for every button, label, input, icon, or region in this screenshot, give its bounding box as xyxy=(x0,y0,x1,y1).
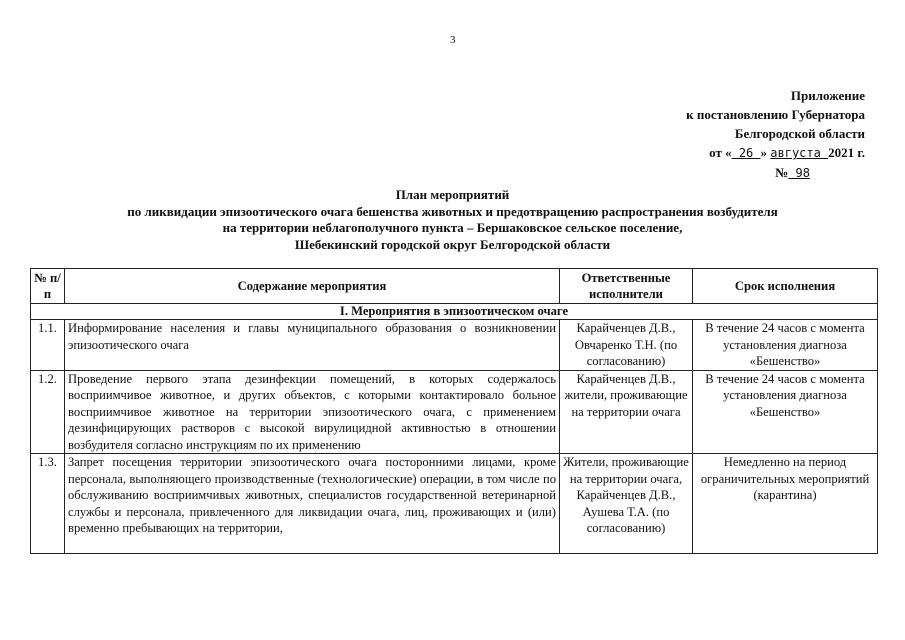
appendix-date xyxy=(686,143,865,163)
page-number: 3 xyxy=(450,34,456,46)
row-executors: Карайченцев Д.В., Овчаренко Т.Н. (по согласованию) xyxy=(560,320,693,371)
measures-table xyxy=(30,268,878,554)
title-line-2: по ликвидации эпизоотического очага бешенства животных и предотвращению распространения возбудителя xyxy=(127,203,778,219)
date-year: 2021 г. xyxy=(828,145,865,160)
table-header-row xyxy=(31,269,878,304)
row-num: 1.2. xyxy=(31,370,65,454)
title-line-1: План мероприятий xyxy=(395,187,510,202)
row-num: 1.3. xyxy=(31,454,65,554)
row-term: В течение 24 часов с момента установления диагноза «Бешенство» xyxy=(693,370,878,454)
appendix-region: Белгородской области xyxy=(734,126,865,141)
title-line-3: на территории неблагополучного пункта – Бершаковское сельское поселение, xyxy=(222,220,683,235)
row-executors: Жители, проживающие на территории очага, Карайченцев Д.В., Аушева Т.А. (по согласованию) xyxy=(560,454,693,554)
row-term: Немедленно на период ограничительных мероприятий (карантина) xyxy=(693,454,878,554)
header-term: Срок исполнения xyxy=(693,269,878,304)
row-content: Информирование населения и главы муниципального образования о возникновении эпизоотического очага xyxy=(65,320,560,371)
table-row xyxy=(31,370,878,454)
row-executors: Карайченцев Д.В., жители, проживающие на территории очага xyxy=(560,370,693,454)
number-prefix: № xyxy=(775,165,789,180)
appendix-number xyxy=(686,163,865,183)
row-num: 1.1. xyxy=(31,320,65,371)
row-content: Проведение первого этапа дезинфекции помещений, в которых содержалось восприимчивое животное, и других объектов, с которыми контактировало больное восприимчивое животное на территории эпизоотического очага, с применением дезинфицирующих растворов с высокой вирулицидной активностью в отношении возбудителя согласно инструкциям по их применению xyxy=(65,370,560,454)
title-line-4: Шебекинский городской округ Белгородской области xyxy=(294,236,611,252)
number-value: 98 xyxy=(788,166,810,180)
document-title xyxy=(0,187,905,253)
date-month: августа xyxy=(770,146,829,160)
date-mid: » xyxy=(760,145,768,160)
table-row xyxy=(31,320,878,371)
section-title: I. Мероприятия в эпизоотическом очаге xyxy=(31,304,878,320)
row-term: В течение 24 часов с момента установления диагноза «Бешенство» xyxy=(693,320,878,371)
appendix-title: Приложение xyxy=(790,88,865,103)
section-row xyxy=(31,304,878,320)
date-day: 26 xyxy=(731,146,761,160)
appendix-decree: к постановлению Губернатора xyxy=(686,107,865,122)
row-content: Запрет посещения территории эпизоотического очага посторонними лицами, кроме персонала, выполняющего производственные (технологические) операции, в том числе по обслуживанию восприимчивых животных, специалистов государственной ветеринарной службы и персонала, привлеченного для ликвидации очага, лиц, проживающих и (или) временно пребывающих на территории, xyxy=(68,455,556,535)
header-content: Содержание мероприятия xyxy=(65,269,560,304)
appendix-block xyxy=(686,86,865,183)
table-row xyxy=(31,454,878,554)
row-content-cell xyxy=(65,454,560,554)
header-num: № п/п xyxy=(31,269,65,304)
header-executors: Ответственные исполнители xyxy=(560,269,693,304)
date-prefix: от « xyxy=(709,145,732,160)
